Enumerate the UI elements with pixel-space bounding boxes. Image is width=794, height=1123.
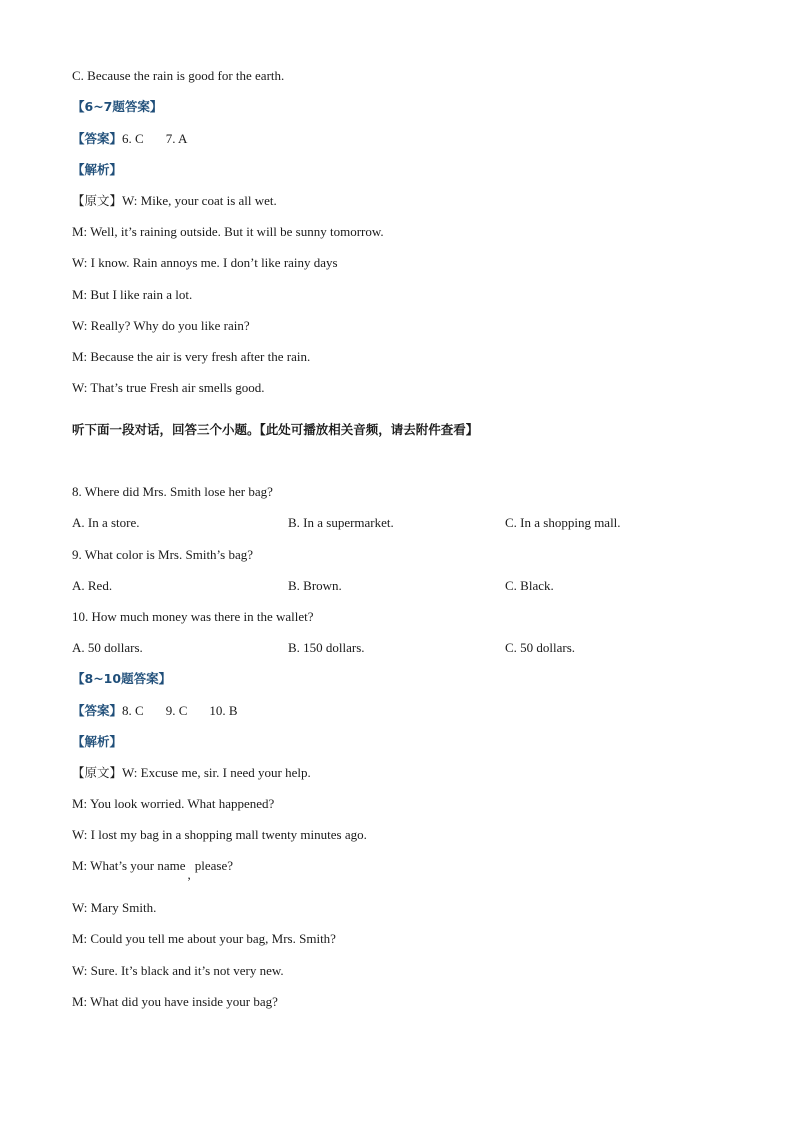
answer-heading-6-7: 【6~7题答案】 [72, 99, 163, 114]
dialogue-line: M: You look worried. What happened? [72, 796, 275, 811]
dialogue-line: W: Really? Why do you like rain? [72, 318, 250, 333]
question-10: 10. How much money was there in the wallet? [72, 609, 314, 624]
analysis-heading-2: 【解析】 [72, 734, 123, 749]
question-9-option-a: A. Red. [72, 578, 113, 593]
dialogue-line: W: Mike, your coat is all wet. [122, 193, 277, 208]
original-text-line-2 [72, 765, 311, 783]
dialogue-line: M: But I like rain a lot. [72, 287, 193, 302]
original-text-label: 【原文】 [72, 193, 123, 208]
answer-10: 10. B [209, 703, 238, 718]
question-10-option-a: A. 50 dollars. [72, 640, 143, 655]
dialogue-line: M: What did you have inside your bag? [72, 994, 278, 1009]
answer-9: 9. C [165, 703, 188, 718]
answer-8: 8. C [122, 703, 144, 718]
question-9-option-b: B. Brown. [288, 578, 342, 593]
answer-line-8-10 [72, 703, 238, 721]
dialogue-comma: , [187, 867, 191, 882]
question-8: 8. Where did Mrs. Smith lose her bag? [72, 484, 273, 499]
dialogue-line: W: Excuse me, sir. I need your help. [122, 765, 311, 780]
question-8-option-b: B. In a supermarket. [288, 515, 394, 530]
question-9-option-c: C. Black. [505, 578, 554, 593]
original-text-label: 【原文】 [72, 765, 123, 780]
question-8-option-c: C. In a shopping mall. [505, 515, 621, 530]
question-10-option-c: C. 50 dollars. [505, 640, 576, 655]
dialogue-line: M: Well, it’s raining outside. But it will be sunny tomorrow. [72, 224, 384, 239]
answer-label: 【答案】 [72, 703, 123, 718]
option-c-line: C. Because the rain is good for the earth. [72, 68, 285, 83]
dialogue-line: M: Could you tell me about your bag, Mrs. Smith? [72, 931, 336, 946]
dialogue-line: W: I lost my bag in a shopping mall twenty minutes ago. [72, 827, 367, 842]
answer-6: 6. C [122, 131, 144, 146]
dialogue-line: W: Mary Smith. [72, 900, 157, 915]
analysis-heading-1: 【解析】 [72, 162, 123, 177]
answer-7: 7. A [165, 131, 188, 146]
answer-line-6-7 [72, 131, 187, 149]
question-8-option-a: A. In a store. [72, 515, 140, 530]
dialogue-part: please? [194, 858, 234, 873]
dialogue-line-name [72, 858, 234, 882]
dialogue-line: W: I know. Rain annoys me. I don’t like rainy days [72, 255, 338, 270]
answer-heading-8-10: 【8~10题答案】 [72, 671, 172, 686]
question-10-option-b: B. 150 dollars. [288, 640, 365, 655]
dialogue-line: W: Sure. It’s black and it’s not very new. [72, 963, 284, 978]
question-9: 9. What color is Mrs. Smith’s bag? [72, 547, 254, 562]
dialogue-line: W: That’s true Fresh air smells good. [72, 380, 265, 395]
dialogue-line: M: Because the air is very fresh after the rain. [72, 349, 311, 364]
original-text-line-1 [72, 193, 277, 211]
answer-label: 【答案】 [72, 131, 123, 146]
listening-instruction: 听下面一段对话，回答三个小题。【此处可播放相关音频，请去附件查看】 [72, 422, 479, 437]
dialogue-part: M: What’s your name [72, 858, 186, 873]
